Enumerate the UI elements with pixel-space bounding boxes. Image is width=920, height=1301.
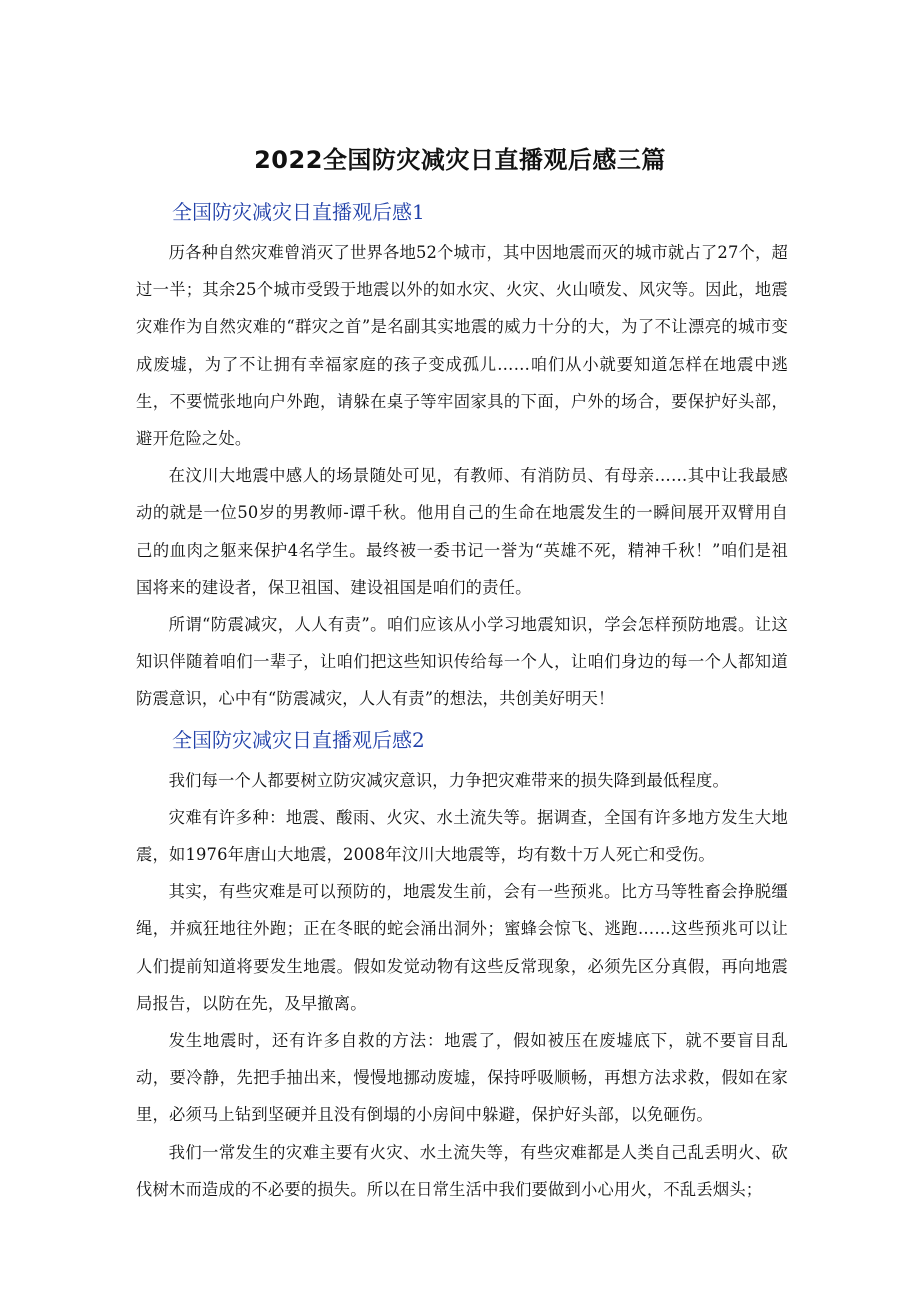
section-heading: 全国防灾减灾日直播观后感1 bbox=[172, 200, 425, 224]
paragraph: 历各种自然灾难曾消灭了世界各地52个城市，其中因地震而灭的城市就占了27个，超过一半；其余25个城市受毁于地震以外的如水灾、火灾、火山喷发、风灾等。因此，地震灾难作为自然灾难的“群灾之首”是名副其实地震的威力十分的大，为了不让漂亮的城市变成废墟，为了不让拥有幸福家庭的孩子变成孤儿……咱们从小就要知道怎样在地震中逃生，不要慌张地向户外跑，请躲在桌子等牢固家具的下面，户外的场合，要保护好头部，避开危险之处。 bbox=[136, 243, 788, 449]
paragraph: 发生地震时，还有许多自救的方法：地震了，假如被压在废墟底下，就不要盲目乱动，要冷静，先把手抽出来，慢慢地挪动废墟，保持呼吸顺畅，再想方法求救，假如在家里，必须马上钻到坚硬并且没有倒塌的小房间中躲避，保护好头部，以免砸伤。 bbox=[136, 1031, 788, 1125]
paragraph: 灾难有许多种：地震、酸雨、火灾、水土流失等。据调查，全国有许多地方发生大地震，如1976年唐山大地震，2008年汶川大地震等，均有数十万人死亡和受伤。 bbox=[136, 807, 788, 865]
document-title: 2022全国防灾减灾日直播观后感三篇 bbox=[254, 146, 666, 174]
document-body bbox=[136, 196, 788, 1208]
paragraph: 其实，有些灾难是可以预防的，地震发生前，会有一些预兆。比方马等牲畜会挣脱缰绳，并疯狂地往外跑；正在冬眠的蛇会涌出洞外；蜜蜂会惊飞、逃跑……这些预兆可以让人们提前知道将要发生地震。假如发觉动物有这些反常现象，必须先区分真假，再向地震局报告，以防在先，及早撤离。 bbox=[136, 882, 788, 1013]
section-1 bbox=[136, 196, 788, 718]
paragraph: 所谓“防震减灾，人人有责”。咱们应该从小学习地震知识，学会怎样预防地震。让这知识伴随着咱们一辈子，让咱们把这些知识传给每一个人，让咱们身边的每一个人都知道防震意识，心中有“防震减灾，人人有责”的想法，共创美好明天！ bbox=[136, 615, 788, 709]
paragraph: 在汶川大地震中感人的场景随处可见，有教师、有消防员、有母亲……其中让我最感动的就是一位50岁的男教师-谭千秋。他用自己的生命在地震发生的一瞬间展开双臂用自己的血肉之躯来保护4名学生。最终被一委书记一誉为“英雄不死，精神千秋！”咱们是祖国将来的建设者，保卫祖国、建设祖国是咱们的责任。 bbox=[136, 466, 788, 597]
paragraph: 我们一常发生的灾难主要有火灾、水土流失等，有些灾难都是人类自己乱丢明火、砍伐树木而造成的不必要的损失。所以在日常生活中我们要做到小心用火，不乱丢烟头； bbox=[136, 1142, 788, 1199]
section-heading: 全国防灾减灾日直播观后感2 bbox=[172, 727, 425, 752]
paragraph: 我们每一个人都要树立防灾减灾意识，力争把灾难带来的损失降到最低程度。 bbox=[168, 770, 729, 790]
section-2 bbox=[136, 724, 788, 1208]
